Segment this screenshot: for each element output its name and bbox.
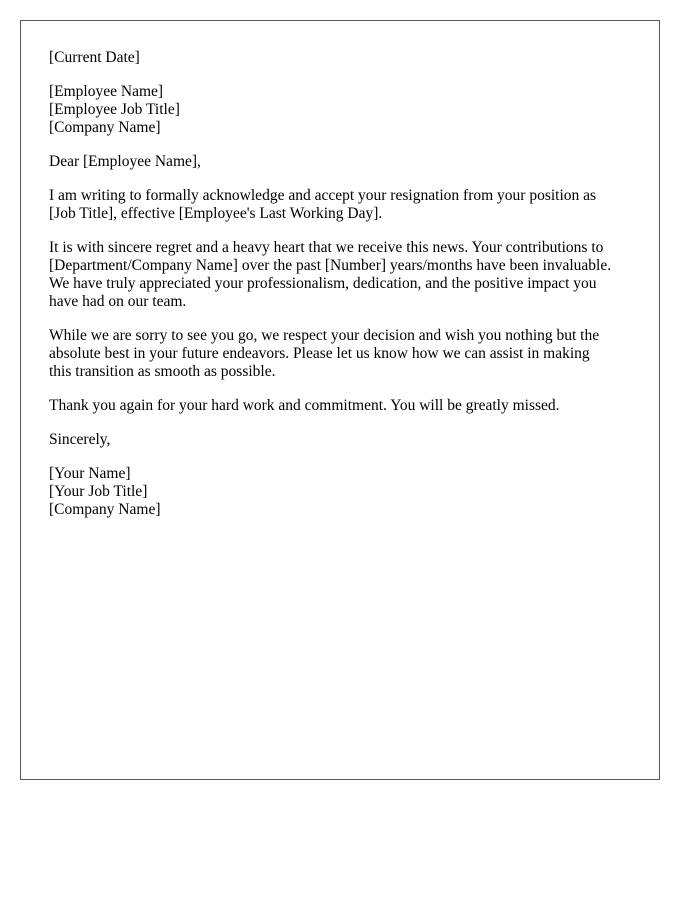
paragraph-line: We have truly appreciated your professionalism, dedication, and the positive impact you — [49, 275, 597, 292]
paragraph-line: While we are sorry to see you go, we respect your decision and wish you nothing but the — [49, 327, 600, 344]
salutation: Dear [Employee Name], — [49, 153, 201, 170]
paragraph-line: have had on our team. — [49, 293, 187, 310]
signature-block — [49, 465, 639, 519]
letter-page — [20, 20, 660, 780]
recipient-company: [Company Name] — [49, 119, 161, 136]
paragraph-line: [Department/Company Name] over the past [Number] years/months have been invaluable. — [49, 257, 612, 274]
closing: Sincerely, — [49, 431, 111, 448]
paragraph-line: Thank you again for your hard work and commitment. You will be greatly missed. — [49, 397, 560, 414]
paragraph-line: It is with sincere regret and a heavy heart that we receive this news. Your contributions to — [49, 239, 604, 256]
letter-body — [49, 49, 639, 535]
recipient-name: [Employee Name] — [49, 83, 164, 100]
paragraph-line: this transition as smooth as possible. — [49, 363, 276, 380]
paragraph-1 — [49, 187, 639, 223]
paragraph-4 — [49, 397, 639, 415]
paragraph-2 — [49, 239, 639, 311]
sender-job-title: [Your Job Title] — [49, 483, 148, 500]
sender-company: [Company Name] — [49, 501, 161, 518]
salutation-block — [49, 153, 639, 171]
recipient-block — [49, 83, 639, 137]
paragraph-line: absolute best in your future endeavors. Please let us know how we can assist in making — [49, 345, 590, 362]
sender-name: [Your Name] — [49, 465, 131, 482]
paragraph-3 — [49, 327, 639, 381]
date-block — [49, 49, 639, 67]
paragraph-line: [Job Title], effective [Employee's Last Working Day]. — [49, 205, 383, 222]
letter-date: [Current Date] — [49, 49, 140, 66]
recipient-job-title: [Employee Job Title] — [49, 101, 180, 118]
paragraph-line: I am writing to formally acknowledge and accept your resignation from your position as — [49, 187, 597, 204]
closing-block — [49, 431, 639, 449]
